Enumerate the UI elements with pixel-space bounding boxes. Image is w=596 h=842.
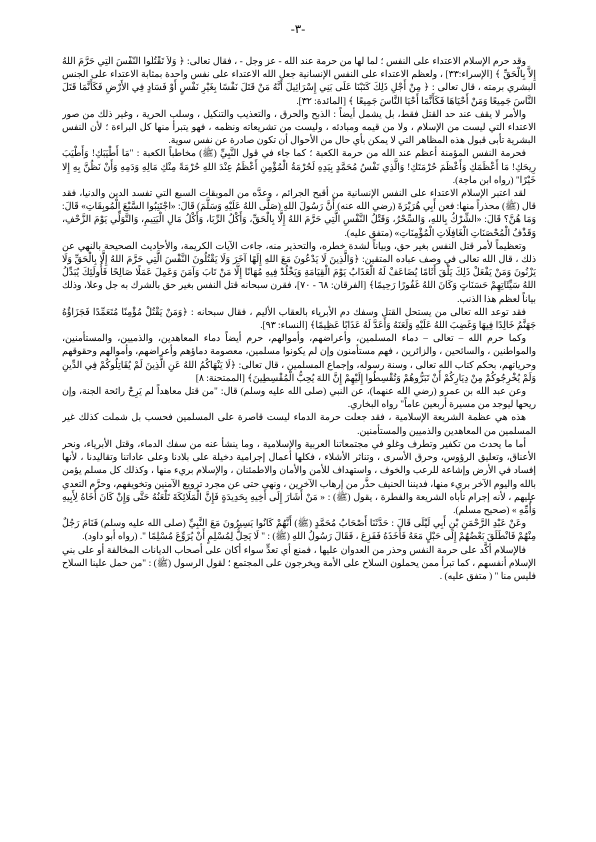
paragraph: لقد اعتبر الإسلام الاعتداء على النفس الإنسانية من أقبح الجرائم ، وعدَّه من الموبقات السبع التي تفسد الدين والدنيا، فقد قال (ﷺ) محذراً منها: فعن أَبِي هُرَيْرَةَ (رضي الله عنه) أَنَّ رَسُولَ اللهِ (صَلَّى اللهُ عَلَيْهِ وَسَلَّمَ) قَالَ: «اجْتَنِبُوا السَّبْعَ الْمُوبِقَاتِ» قَالَ: وَمَا هُنَّ؟ قَالَ: «الشِّرْكُ بِاللهِ، وَالسِّحْرُ، وَقَتْلُ النَّفْسِ الَّتِي حَرَّمَ اللهُ إِلَّا بِالْحَقِّ، وَأَكْلُ الرِّبَا، وَأَكْلُ مَالِ الْيَتِيمِ، وَالتَّوَلِّي يَوْمَ الزَّحْفِ، وَقَذْفُ الْمُحْصَنَاتِ الْغَافِلَاتِ الْمُؤْمِنَاتِ» (متفق عليه). (62, 189, 536, 239)
page-number: -٣- (290, 22, 306, 36)
paragraph: وعن عبد الله بن عمرو (رضي الله عنهما)، عن النبي (صلى الله عليه وسلم) قال: "من قتل معاهداً لم يَرِحْ رائحة الجنة، وإن ريحها ليوجد من مسيرة أربعين عاماً" رواه البخاري. (62, 387, 536, 411)
paragraph: فحرمة النفس المؤمنة أعظم عند الله من حرمة الكعبة ؛ كما جاء في قول النَّبِيِّ (ﷺ) مخاطباً الكعبة : "مَا أَطْيَبَكِ! وَأَطْيَبَ رِيحَكِ! مَا أَعْظَمَكِ وَأَعْظَمَ حُرْمَتَكِ! وَالَّذِي نَفْسُ مُحَمَّدٍ بِيَدِهِ لَحُرْمَةُ الْمُؤْمِنِ أَعْظَمُ عِنْدَ اللهِ حُرْمَةً مِنْكِ مَالِهِ وَدَمِهِ وَأَنْ نَظُنَّ بِهِ إِلا خَيْرًا" (رواه ابن ماجة). (62, 149, 536, 186)
paragraph: فقد توعد الله تعالى من يستحل القتل وسفك دم الأبرياء بالعقاب الأليم ، فقال سبحانه : ﴿وَمَنْ يَقْتُلْ مُؤْمِنًا مُتَعَمِّدًا فَجَزَاؤُهُ جَهَنَّمُ خَالِدًا فِيهَا وَغَضِبَ اللهُ عَلَيْهِ وَلَعَنَهُ وَأَعَدَّ لَهُ عَذَابًا عَظِيمًا﴾ [النساء: ٩٣]. (62, 307, 536, 332)
paragraph: أما ما يحدث من تكفير وتطرف وغلو في مجتمعاتنا العربية والإسلامية ، وما ينشأ عنه من سفك الدماء، وقتل الأبرياء، ونحر الأعناق، وتعليق الرؤوس، وحرق الأسرى ، وتناثر الأشلاء ، فكلها أعمال إجرامية دخيلة على بلادنا وعلى عاداتنا وتقاليدنا ، لأنها إفساد في الأرض وإشاعة للرعب والخوف ، واستهداف للأمن والأمان والاطمئنان ، والإسلام بريء منها ، وكذلك كل مسلم يؤمن بالله واليوم الآخر بريء منها، فديننا الحنيف حذَّر من إرهاب الآخرين ، ونهى حتى عن مجرد ترويع الآمنين وتخويفهم، وحرَّم التعدي عليهم ، لأنه إجرام تأباه الشريعة والفطرة ، يقول (ﷺ) : « مَنْ أَشَارَ إِلَى أَخِيهِ بِحَدِيدَةٍ فَإِنَّ الْمَلَائِكَةَ تَلْعَنُهُ حَتَّى وَإِنْ كَانَ أَخَاهُ لِأَبِيهِ وَأُمِّهِ » (صحيح مسلم). (62, 439, 536, 516)
paragraph: فالإسلام أكَّد على حرمة النفس وحذر من العدوان عليها ، فمنع أي تعدٍّ سواء أكان على أصحاب الديانات المخالفة أو على بني الإسلام أنفسهم ، كما تبرأ ممن يحملون السلاح على الأمة ويخرجون على المجتمع ؛ لقول الرسول (ﷺ) : "من حمل علينا السلاح فليس منا " ( متفق عليه) . (62, 545, 536, 582)
paragraph: هذه هي عظمة الشريعة الإسلامية ، فقد جعلت حرمة الدماء ليست قاصرة على المسلمين فحسب بل شملت كذلك غير المسلمين من المعاهدين والذميين والمستأمنين. (62, 413, 536, 437)
document-body (62, 56, 536, 826)
paragraph: والأمر لا يقف عند حد القتل فقط، بل يشمل أيضاً : الذبح والحرق ، والتعذيب والتنكيل ، وسلب الحرية ، وغير ذلك من صور الاعتداء التي ليست من الإسلام ، ولا من قيمه ومبادئه ، وليست من تشريعاته ونظمه ، فهو يتبرأ منها كل البراءة ؛ لأن النفس البشرية تأبى قبول هذه المظاهر التي لا يمكن بأي حال من الأحوال أن تكون صادرة عن نفس سوية. (62, 109, 536, 147)
paragraph: وقد حرم الإسلام الاعتداء على النفس ؛ لما لها من حرمة عند الله - عز وجل - ، فقال تعالى: ﴿ وَلاَ تَقْتُلُوا النَّفْسَ الَّتِي حَرَّمَ اللهُ إِلاَّ بِالْحَقِّ ﴾ [الإسراء:٣٣] ، ولعظم الاعتداء على النفس الإنسانية جعل الله الاعتداء على نفس واحدة بمثابة الاعتداء على الجنس البشري برمته ، قال تعالى : ﴿ مِنْ أَجْلِ ذَلِكَ كَتَبْنَا عَلَى بَنِي إِسْرَائِيلَ أَنَّهُ مَنْ قَتَلَ نَفْسًا بِغَيْرِ نَفْسٍ أَوْ فَسَادٍ فِي الأَرْضِ فَكَأَنَّمَا قَتَلَ النَّاسَ جَمِيعًا وَمَنْ أَحْيَاهَا فَكَأَنَّمَا أَحْيَا النَّاسَ جَمِيعًا ﴾ [المائدة: ٣٢]. (62, 57, 536, 107)
paragraph: وتعظيماً لأمر قتل النفس بغير حق، وبياناً لشدة خطره، والتحذير منه، جاءت الآيات الكريمة، والأحاديث الصحيحة بالنهي عن ذلك ، قال الله تعالى في وصف عباده المتقين: ﴿وَالَّذِينَ لَا يَدْعُونَ مَعَ اللهِ إِلَهًا آخَرَ وَلَا يَقْتُلُونَ النَّفْسَ الَّتِي حَرَّمَ اللهُ إِلَّا بِالْحَقِّ وَلَا يَزْنُونَ وَمَنْ يَفْعَلْ ذَلِكَ يَلْقَ أَثَامًا يُضَاعَفْ لَهُ الْعَذَابُ يَوْمَ الْقِيَامَةِ وَيَخْلُدْ فِيهِ مُهَانًا إِلَّا مَنْ تَابَ وَآمَنَ وَعَمِلَ عَمَلًا صَالِحًا فَأُولَئِكَ يُبَدِّلُ اللهُ سَيِّئَاتِهِمْ حَسَنَاتٍ وَكَانَ اللهُ غَفُورًا رَحِيمًا﴾ [الفرقان: ٦٨ - ٧٠]، فقرن سبحانه قتل النفس بغير حق بالشرك به جل وعلا، وذلك بياناً لعظم هذا الذنب. (62, 241, 536, 305)
paragraph: وعَنْ عَبْدِ الرَّحْمَنِ بْنِ أَبِي لَيْلَى قَالَ : حَدَّثَنَا أَصْحَابُ مُحَمَّدٍ (ﷺ) أَنَّهُمْ كَانُوا يَسِيرُونَ مَعَ النَّبِيِّ (صلى الله عليه وسلم) فَنَامَ رَجُلٌ مِنْهُمْ فَانْطَلَقَ بَعْضُهُمْ إِلَى حَبْلٍ مَعَهُ فَأَخَذَهُ فَفَزِعَ ، فَقَالَ رَسُولُ اللهِ (ﷺ) : " لَا يَحِلُّ لِمُسْلِمٍ أَنْ يُرَوِّعَ مُسْلِمًا ". (رواه أبو داود). (62, 519, 536, 543)
paragraph: وكما حرم الله – تعالى – دماء المسلمين، وأعراضهم، وأموالهم، حرم أيضاً دماء المعاهدين، والذميين، والمستأمنين، والمواطنين ، والسائحين ، والزائرين ، فهم مستأمنون وإن لم يكونوا مسلمين، معصومة دماؤهم وأعراضهم، وأموالهم وحقوقهم وحرياتهم، بحكم كتاب الله تعالى ، وسنة رسوله، وإجماع المسلمين ، قال تعالى: ﴿لَا يَنْهَاكُمُ اللهُ عَنِ الَّذِينَ لَمْ يُقَاتِلُوكُمْ فِي الدِّينِ وَلَمْ يُخْرِجُوكُمْ مِنْ دِيَارِكُمْ أَنْ تَبَرُّوهُمْ وَتُقْسِطُوا إِلَيْهِمْ إِنَّ اللهَ يُحِبُّ الْمُقْسِطِينَ﴾ [الممتحنة: ٨] (62, 334, 536, 384)
